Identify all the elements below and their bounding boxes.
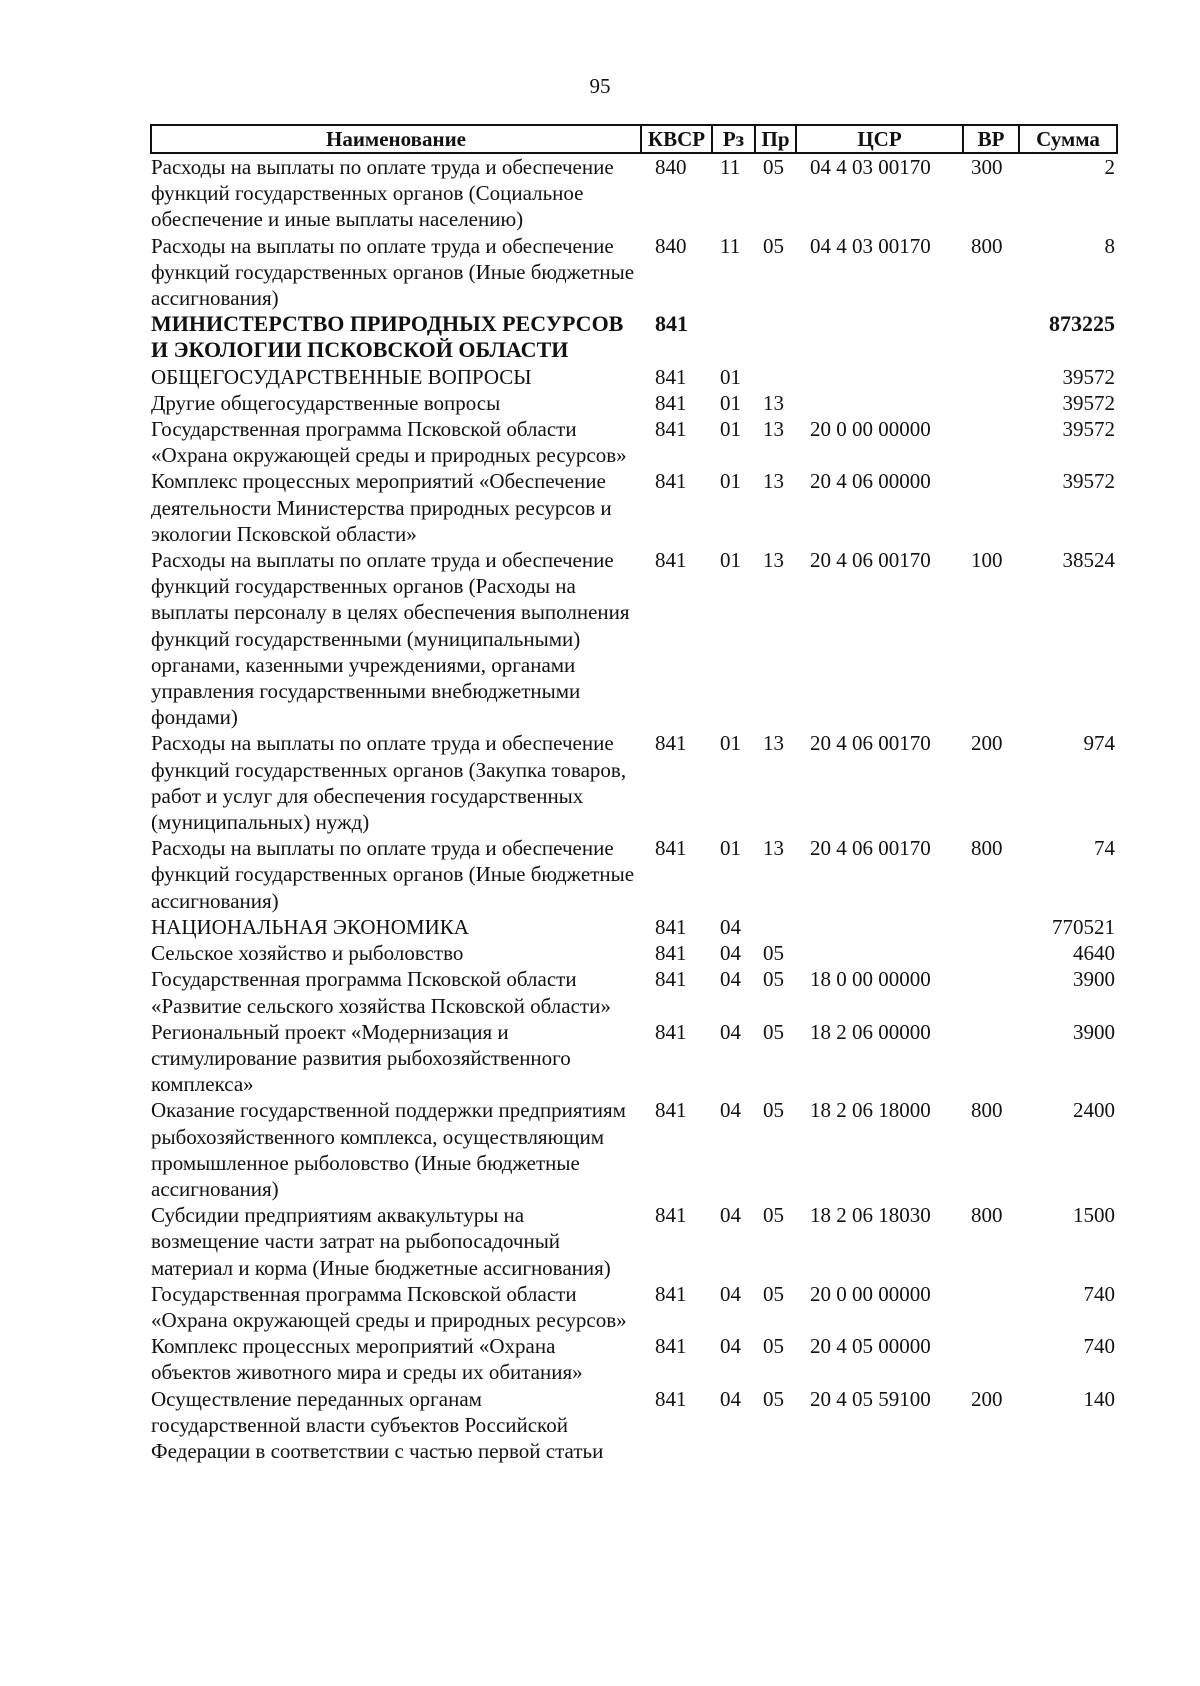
row-kvsr: 841: [655, 836, 687, 861]
row-csr: 18 2 06 18000: [810, 1098, 931, 1123]
row-vr: 800: [971, 836, 1003, 861]
row-name: Региональный проект «Модернизация и стимулирование развития рыбохозяйственного комплекса»: [151, 1019, 571, 1097]
header-name: Наименование: [151, 125, 641, 153]
row-pr: 13: [763, 731, 784, 756]
header-sum: Сумма: [1019, 125, 1117, 153]
header-csr: ЦСР: [796, 125, 963, 153]
header-kvsr: КВСР: [641, 125, 712, 153]
row-pr: 13: [763, 836, 784, 861]
row-kvsr: 841: [655, 1203, 687, 1228]
row-pr: 13: [763, 390, 784, 415]
row-rz: 01: [720, 836, 741, 861]
row-sum: 740: [1083, 1281, 1115, 1306]
row-kvsr: 841: [655, 941, 687, 966]
row-pr: [755, 311, 796, 363]
row-rz: 11: [720, 155, 741, 179]
row-rz: 01: [720, 390, 741, 415]
row-name: Расходы на выплаты по оплате труда и обеспечение функций государственных органов (Иные бюджетные ассигнования): [151, 836, 635, 913]
row-vr: 800: [971, 1098, 1003, 1123]
row-vr: 200: [971, 731, 1003, 756]
row-vr: [963, 1333, 1019, 1385]
row-csr: 20 4 06 00170: [810, 548, 931, 573]
row-rz: 04: [720, 1098, 741, 1123]
row-kvsr: 841: [655, 914, 687, 939]
row-rz: 01: [720, 469, 741, 494]
row-csr: 20 4 06 00170: [810, 731, 931, 756]
table-row: [151, 364, 1117, 390]
header-pr: Пр: [755, 125, 796, 153]
row-kvsr: 841: [655, 548, 687, 573]
table-row: [151, 468, 1117, 547]
row-vr: [963, 364, 1019, 390]
table-row: [151, 835, 1117, 914]
row-pr: 05: [763, 155, 784, 179]
row-rz: 01: [720, 364, 741, 389]
row-sum: 2400: [1073, 1098, 1115, 1123]
row-name: Расходы на выплаты по оплате труда и обеспечение функций государственных органов (Расходы на выплаты персоналу в целях обеспечения выполнения функций государственными (муниципальными) органами, казенными учреждениями, органами управления государственными внебюджетными фондами): [151, 548, 630, 730]
table-header: [151, 125, 1117, 153]
table-row: [151, 914, 1117, 940]
row-kvsr: 841: [655, 390, 687, 415]
row-vr: [963, 390, 1019, 416]
row-csr: 20 0 00 00000: [810, 1281, 931, 1306]
row-kvsr: 841: [655, 364, 687, 389]
row-vr: [963, 1019, 1019, 1098]
row-pr: 05: [763, 1334, 784, 1359]
page-number: 95: [589, 74, 611, 98]
row-vr: [963, 468, 1019, 547]
row-kvsr: 841: [655, 311, 688, 337]
row-pr: 05: [763, 967, 784, 992]
row-vr: [963, 966, 1019, 1018]
row-kvsr: 841: [655, 1098, 687, 1123]
row-sum: 3900: [1073, 967, 1115, 992]
row-rz: 04: [720, 941, 741, 966]
row-csr: [796, 940, 963, 966]
row-sum: 39572: [1062, 469, 1115, 494]
table-row: [151, 1019, 1117, 1098]
header-rz: Рз: [712, 125, 755, 153]
row-name: ОБЩЕГОСУДАРСТВЕННЫЕ ВОПРОСЫ: [151, 364, 532, 389]
table-row: [151, 1386, 1117, 1465]
header-row: [151, 125, 1117, 153]
row-rz: 11: [720, 233, 741, 258]
row-name: Расходы на выплаты по оплате труда и обеспечение функций государственных органов (Иные бюджетные ассигнования): [151, 233, 635, 311]
table-row: [151, 1333, 1117, 1385]
row-name: НАЦИОНАЛЬНАЯ ЭКОНОМИКА: [151, 914, 469, 939]
row-pr: 13: [763, 548, 784, 573]
header-vr: ВР: [963, 125, 1019, 153]
row-rz: 04: [720, 1019, 741, 1044]
row-csr: [796, 364, 963, 390]
row-rz: 04: [720, 914, 741, 939]
row-csr: 04 4 03 00170: [810, 233, 931, 258]
table-row: [151, 390, 1117, 416]
row-pr: 05: [763, 1281, 784, 1306]
row-kvsr: 841: [655, 1386, 687, 1411]
row-rz: 01: [720, 548, 741, 573]
row-kvsr: 841: [655, 469, 687, 494]
table-row: [151, 1202, 1117, 1281]
row-name: Осуществление переданных органам государственной власти субъектов Российской Федерации в соответствии с частью первой статьи: [151, 1386, 604, 1463]
row-sum: 38524: [1062, 548, 1115, 573]
row-sum: 74: [1094, 836, 1115, 861]
table-row: [151, 1097, 1117, 1202]
table-row: [151, 1281, 1117, 1333]
table-row: [151, 940, 1117, 966]
row-csr: 20 4 05 59100: [810, 1386, 931, 1411]
row-rz: 04: [720, 1281, 741, 1306]
row-name: МИНИСТЕРСТВО ПРИРОДНЫХ РЕСУРСОВ И ЭКОЛОГИИ ПСКОВСКОЙ ОБЛАСТИ: [151, 311, 624, 363]
row-pr: 05: [763, 941, 784, 966]
row-sum: 770521: [1052, 914, 1115, 939]
row-name: Расходы на выплаты по оплате труда и обеспечение функций государственных органов (Социальное обеспечение и иные выплаты населению): [151, 155, 614, 232]
row-sum: 740: [1083, 1334, 1115, 1359]
row-vr: 100: [971, 548, 1003, 573]
row-name: Государственная программа Псковской области «Развитие сельского хозяйства Псковской области»: [151, 967, 611, 1018]
budget-table: [150, 124, 1118, 1464]
row-vr: 800: [971, 233, 1003, 258]
row-name: Государственная программа Псковской области «Охрана окружающей среды и природных ресурсов»: [151, 1281, 627, 1332]
row-pr: 05: [763, 1203, 784, 1228]
row-sum: 39572: [1062, 364, 1115, 389]
table-body: [151, 153, 1117, 1464]
row-vr: [963, 416, 1019, 468]
row-kvsr: 840: [655, 155, 687, 179]
row-kvsr: 841: [655, 417, 687, 442]
table-row: [151, 966, 1117, 1018]
row-sum: 873225: [1049, 311, 1115, 337]
table-row-ministry: [151, 311, 1117, 363]
row-csr: [796, 914, 963, 940]
row-csr: 04 4 03 00170: [810, 155, 931, 179]
row-sum: 2: [1104, 155, 1115, 179]
row-vr: [963, 914, 1019, 940]
row-vr: [963, 1281, 1019, 1333]
table-row: [151, 233, 1117, 312]
row-rz: [712, 311, 755, 363]
row-vr: [963, 311, 1019, 363]
row-name: Расходы на выплаты по оплате труда и обеспечение функций государственных органов (Закупка товаров, работ и услуг для обеспечения государственных (муниципальных) нужд): [151, 731, 627, 835]
row-csr: 18 2 06 00000: [810, 1019, 931, 1044]
row-name: Комплекс процессных мероприятий «Охрана объектов животного мира и среды их обитания»: [151, 1334, 583, 1385]
row-vr: [963, 940, 1019, 966]
row-csr: 18 0 00 00000: [810, 967, 931, 992]
row-rz: 04: [720, 1386, 741, 1411]
row-pr: 05: [763, 233, 784, 258]
row-csr: 20 0 00 00000: [810, 417, 931, 442]
row-name: Другие общегосударственные вопросы: [151, 390, 501, 415]
row-kvsr: 840: [655, 233, 687, 258]
row-pr: 05: [763, 1019, 784, 1044]
row-kvsr: 841: [655, 1281, 687, 1306]
row-name: Оказание государственной поддержки предприятиям рыбохозяйственного комплекса, осуществляющим промышленное рыболовство (Иные бюджетные ассигнования): [151, 1098, 626, 1201]
row-kvsr: 841: [655, 1019, 687, 1044]
row-csr: [796, 390, 963, 416]
row-kvsr: 841: [655, 1334, 687, 1359]
row-kvsr: 841: [655, 967, 687, 992]
row-pr: 13: [763, 417, 784, 442]
row-sum: 140: [1083, 1386, 1115, 1411]
row-pr: 05: [763, 1386, 784, 1411]
table-row: [151, 416, 1117, 468]
row-sum: 8: [1104, 233, 1115, 258]
row-pr: [755, 914, 796, 940]
row-sum: 39572: [1062, 417, 1115, 442]
row-rz: 01: [720, 417, 741, 442]
row-sum: 4640: [1073, 941, 1115, 966]
row-sum: 39572: [1062, 390, 1115, 415]
row-vr: 200: [971, 1386, 1003, 1411]
table-row: [151, 547, 1117, 730]
row-rz: 01: [720, 731, 741, 756]
row-sum: 1500: [1073, 1203, 1115, 1228]
table-row: [151, 730, 1117, 835]
row-rz: 04: [720, 1203, 741, 1228]
table-row: [151, 153, 1117, 233]
row-vr: 300: [971, 155, 1003, 179]
row-csr: 20 4 06 00000: [810, 469, 931, 494]
row-name: Субсидии предприятиям аквакультуры на возмещение части затрат на рыбопосадочный материал и корма (Иные бюджетные ассигнования): [151, 1203, 611, 1280]
row-sum: 974: [1083, 731, 1115, 756]
row-csr: 18 2 06 18030: [810, 1203, 931, 1228]
row-name: Государственная программа Псковской области «Охрана окружающей среды и природных ресурсов»: [151, 417, 627, 468]
row-csr: 20 4 06 00170: [810, 836, 931, 861]
row-csr: 20 4 05 00000: [810, 1334, 931, 1359]
row-name: Комплекс процессных мероприятий «Обеспечение деятельности Министерства природных ресурсов и экологии Псковской области»: [151, 469, 612, 546]
row-pr: [755, 364, 796, 390]
row-rz: 04: [720, 1334, 741, 1359]
row-name: Сельское хозяйство и рыболовство: [151, 941, 464, 966]
row-csr: [796, 311, 963, 363]
row-kvsr: 841: [655, 731, 687, 756]
row-pr: 05: [763, 1098, 784, 1123]
row-pr: 13: [763, 469, 784, 494]
row-rz: 04: [720, 967, 741, 992]
row-sum: 3900: [1073, 1019, 1115, 1044]
row-vr: 800: [971, 1203, 1003, 1228]
